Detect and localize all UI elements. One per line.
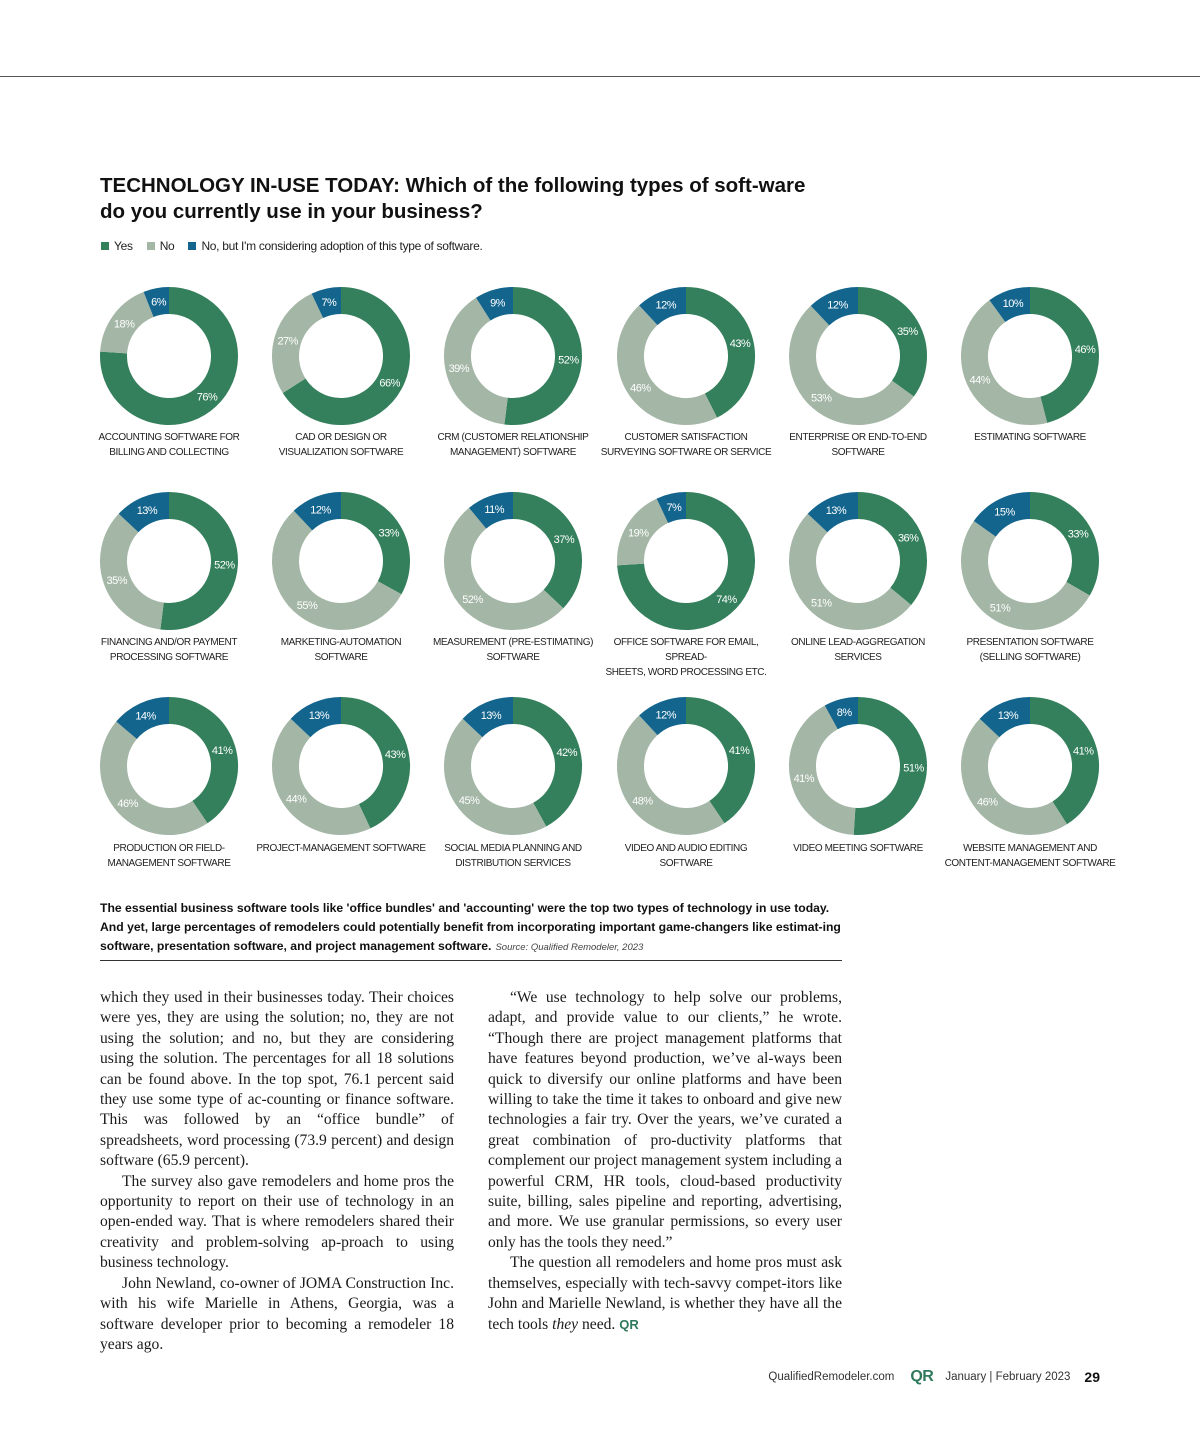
donut-value-label-yes: 74% xyxy=(716,593,737,606)
donut-slice-no xyxy=(975,529,1079,617)
donut-slice-yes xyxy=(341,711,397,817)
figure-caption xyxy=(100,899,842,957)
donut-slice-no xyxy=(974,728,1059,821)
donut-category-label: CUSTOMER SATISFACTION SURVEYING SOFTWARE OR SERVICE xyxy=(600,432,772,458)
donut-value-label-yes: 36% xyxy=(897,532,919,545)
donut-value-label-no: 35% xyxy=(106,574,128,587)
donut-slice-no xyxy=(113,523,162,616)
donut-value-label-no: 46% xyxy=(630,382,651,395)
donut-value-label-considering: 13% xyxy=(308,710,330,723)
donut-category-label: VIDEO AND AUDIO EDITING SOFTWARE xyxy=(624,843,748,869)
donut-slice-no xyxy=(630,725,716,821)
donut-value-label-no: 44% xyxy=(285,793,307,806)
donut-value-label-yes: 66% xyxy=(379,377,400,390)
donut-chart xyxy=(449,298,580,412)
donut-value-label-no: 52% xyxy=(462,593,483,606)
legend-swatch-considering xyxy=(188,242,196,250)
legend-item-yes xyxy=(101,239,133,253)
donut-value-label-yes: 46% xyxy=(1074,344,1096,357)
body-column-left xyxy=(100,988,454,1355)
donut-slice-yes xyxy=(162,506,224,617)
donut-slice-considering xyxy=(662,506,686,511)
donut-value-label-yes: 41% xyxy=(1073,745,1094,758)
donut-value-label-no: 41% xyxy=(793,773,815,786)
donut-value-label-considering: 12% xyxy=(655,709,677,722)
donut-value-label-yes: 41% xyxy=(211,744,233,757)
donut-chart xyxy=(285,504,399,616)
donut-slice-considering xyxy=(301,711,341,729)
donut-slice-considering xyxy=(648,301,686,316)
donut-chart xyxy=(794,707,925,821)
donut-value-label-considering: 15% xyxy=(994,506,1015,519)
donut-slice-yes xyxy=(513,506,569,599)
donut-value-label-no: 55% xyxy=(296,599,318,612)
donut-value-label-considering: 13% xyxy=(480,710,502,723)
donut-value-label-yes: 33% xyxy=(378,527,400,540)
legend-label-yes: Yes xyxy=(114,239,133,253)
donut-slice-no xyxy=(114,304,149,352)
donut-slice-considering xyxy=(990,711,1030,729)
donut-value-label-yes: 52% xyxy=(214,559,235,572)
donut-category-label: CAD OR DESIGN OR VISUALIZATION SOFTWARE xyxy=(278,432,404,458)
donut-value-label-no: 19% xyxy=(627,527,649,540)
caption-text: The essential business software tools like 'office bundles' and 'accounting' were the top two types of technology in use today. And yet, large percentages of remodelers could potentially benefit from incorporating important game-changers like estimat-ing software, presentation software, and project management software. xyxy=(100,901,841,953)
donut-slice-no xyxy=(113,730,199,821)
footer-issue: January | February 2023 xyxy=(945,1371,1071,1383)
body-paragraph: John Newland, co-owner of JOMA Construction Inc. with his wife Marielle in Athens, Georgia, was a software developer prior to becoming a remodeler 18 years ago. xyxy=(100,1274,454,1353)
donut-slice-no xyxy=(803,523,901,616)
donut-value-label-yes: 35% xyxy=(897,325,918,338)
donut-slice-yes xyxy=(169,711,225,813)
donut-category-label: CRM (CUSTOMER RELATIONSHIP MANAGEMENT) SOFTWARE xyxy=(437,432,589,458)
donut-value-label-no: 27% xyxy=(277,335,298,348)
caption-rule xyxy=(100,960,842,961)
donut-category-label: ENTERPRISE OR END-TO-END SOFTWARE xyxy=(789,432,927,458)
donut-value-label-considering: 13% xyxy=(136,505,158,518)
donut-slice-considering xyxy=(149,301,169,305)
body-column-right xyxy=(488,988,842,1335)
donut-slice-yes xyxy=(858,301,914,389)
closing-text: The question all remodelers and home pros must ask themselves, especially with tech-savvy compet-itors like John and Marielle Newland, is whether they have all the tech tools xyxy=(488,1254,842,1333)
donut-value-label-considering: 12% xyxy=(310,504,331,517)
end-mark-logo: QR xyxy=(619,1316,639,1332)
donut-category-label: ONLINE LEAD-AGGREGATION SERVICES xyxy=(791,637,925,663)
donut-chart xyxy=(458,710,578,821)
donut-value-label-considering: 12% xyxy=(655,299,677,312)
body-paragraph: “We use technology to help solve our problems, adapt, and provide value to our clients,” he wrote. “Though there are project management platforms that have features beyond production, we’ve al-ways been quick to diversify our online platforms and have been willing to take the time it takes to onboard and give new technologies a fair try. Over the years, we’ve curated a great combination of pro-ductivity platforms that complement our project management system including a powerful CRM, HR tools, cloud-based productivity suite, billing, sales pipeline and reporting, advertising, and more. We use granular permissions, so every user only has the tools they need.” xyxy=(488,989,842,1251)
donut-category-label: ACCOUNTING SOFTWARE FOR BILLING AND COLLECTING xyxy=(98,432,240,458)
donut-chart xyxy=(286,710,407,821)
donut-value-label-considering: 6% xyxy=(151,296,167,309)
donut-value-label-yes: 42% xyxy=(556,747,578,760)
donut-value-label-no: 46% xyxy=(117,798,138,811)
donut-value-label-yes: 33% xyxy=(1067,528,1089,541)
legend-label-no: No xyxy=(159,239,175,253)
donut-chart xyxy=(970,298,1097,411)
donut-value-label-considering: 14% xyxy=(135,710,156,723)
donut-slice-considering xyxy=(820,301,858,316)
donut-chart xyxy=(975,506,1090,617)
donut-value-label-considering: 12% xyxy=(827,299,848,312)
donut-chart xyxy=(458,504,575,617)
donut-category-label: MEASUREMENT (PRE-ESTIMATING) SOFTWARE xyxy=(432,637,594,663)
donut-category-label: PRODUCTION OR FIELD- MANAGEMENT SOFTWARE xyxy=(107,843,231,869)
donut-chart xyxy=(107,505,236,616)
page-footer xyxy=(0,1368,1100,1386)
donut-chart xyxy=(630,299,751,411)
donut-category-label: VIDEO MEETING SOFTWARE xyxy=(793,843,923,854)
donut-slice-yes xyxy=(513,711,568,815)
closing-emphasis: they xyxy=(552,1315,579,1333)
donut-value-label-considering: 9% xyxy=(490,297,505,310)
donut-category-label: PRESENTATION SOFTWARE (SELLING SOFTWARE) xyxy=(966,637,1094,663)
donut-value-label-considering: 13% xyxy=(997,710,1019,723)
donut-slice-yes xyxy=(114,301,225,412)
donut-value-label-yes: 52% xyxy=(558,354,579,367)
donut-slice-no xyxy=(285,521,389,617)
donut-value-label-no: 44% xyxy=(969,374,991,387)
legend-item-no xyxy=(147,239,175,253)
donut-slice-no xyxy=(458,518,554,616)
donut-slice-considering xyxy=(831,711,858,718)
donut-slice-considering xyxy=(473,711,513,729)
donut-slice-yes xyxy=(1030,506,1086,589)
donut-slice-considering xyxy=(648,711,686,726)
legend xyxy=(101,237,497,255)
donut-value-label-considering: 7% xyxy=(321,296,337,309)
donut-value-label-no: 48% xyxy=(632,795,653,808)
donut-category-label: OFFICE SOFTWARE FOR EMAIL, SPREAD- SHEETS, WORD PROCESSING ETC. xyxy=(605,637,767,678)
donut-chart xyxy=(630,709,750,821)
donut-category-label: ESTIMATING SOFTWARE xyxy=(974,432,1086,443)
donut-slice-yes xyxy=(631,506,742,617)
donut-chart xyxy=(113,711,233,822)
chart-title: TECHNOLOGY IN-USE TODAY: Which of the following types of soft-ware do you currently use in your business? xyxy=(100,174,806,223)
donut-slice-yes xyxy=(1030,711,1086,813)
donut-slice-yes xyxy=(1030,301,1086,410)
footer-logo: QR xyxy=(910,1368,934,1385)
donut-chart xyxy=(277,297,400,412)
donut-value-label-considering: 7% xyxy=(666,501,682,514)
donut-slice-yes xyxy=(858,506,914,597)
legend-swatch-no xyxy=(147,242,155,250)
donut-slice-considering xyxy=(127,711,169,731)
donut-slice-considering xyxy=(303,506,341,521)
donut-slice-considering xyxy=(985,506,1030,529)
donut-value-label-considering: 8% xyxy=(836,707,852,720)
donut-slice-yes xyxy=(341,506,396,588)
donut-slice-no xyxy=(631,511,663,565)
donut-slice-considering xyxy=(317,301,341,306)
footer-site: QualifiedRemodeler.com xyxy=(768,1371,895,1383)
donut-chart xyxy=(803,505,920,616)
donut-chart xyxy=(114,296,225,411)
donut-slice-no xyxy=(286,306,318,386)
donut-value-label-considering: 13% xyxy=(825,505,847,518)
donut-slice-considering xyxy=(997,301,1030,312)
donut-value-label-yes: 37% xyxy=(553,533,575,546)
donut-value-label-no: 51% xyxy=(989,602,1011,615)
donut-slice-considering xyxy=(129,506,169,524)
body-closing-paragraph xyxy=(488,1253,842,1335)
donut-value-label-no: 51% xyxy=(811,597,832,610)
donut-category-label: FINANCING AND/OR PAYMENT PROCESSING SOFTWARE xyxy=(100,637,238,663)
donut-category-label: PROJECT-MANAGEMENT SOFTWARE xyxy=(256,843,426,854)
donut-chart xyxy=(974,710,1094,821)
donut-value-label-yes: 43% xyxy=(729,338,751,351)
donut-value-label-no: 18% xyxy=(113,318,135,331)
donut-slice-no xyxy=(803,717,855,821)
donut-value-label-no: 53% xyxy=(811,392,832,405)
donut-category-label: SOCIAL MEDIA PLANNING AND DISTRIBUTION SERVICES xyxy=(444,843,582,869)
body-paragraph: which they used in their businesses today. Their choices were yes, they are using the solution; no, they are not using the solution; and no, but they are considering using the solution. The percentages for all 18 solutions can be found above. In the top spot, 76.1 percent said they use some type of ac-counting or finance software. This was followed by an “office bundle” of spreadsheets, word processing (73.9 percent) and design software (65.9 percent). xyxy=(100,989,454,1170)
donut-value-label-considering: 11% xyxy=(484,503,505,516)
donut-slice-considering xyxy=(818,506,858,524)
donut-slice-no xyxy=(802,316,902,412)
top-rule xyxy=(0,76,1200,77)
donut-slice-considering xyxy=(483,301,513,310)
donut-slice-yes xyxy=(686,301,741,406)
legend-label-considering: No, but I'm considering adoption of this type of software. xyxy=(201,239,483,253)
donut-slice-no xyxy=(631,315,711,411)
donut-slice-no xyxy=(457,309,506,411)
donut-chart xyxy=(802,299,918,411)
legend-item-considering xyxy=(188,239,482,253)
donut-slice-considering xyxy=(478,503,513,519)
legend-swatch-yes xyxy=(101,242,109,250)
donut-value-label-no: 46% xyxy=(976,796,998,809)
page-number: 29 xyxy=(1084,1369,1100,1385)
donut-slice-yes xyxy=(506,301,568,412)
body-paragraph: The survey also gave remodelers and home pros the opportunity to report on their use of technology in an open-ended way. That is where remodelers shared their creativity and problem-solving ap-proach to using business technology. xyxy=(100,1172,454,1272)
donut-slice-no xyxy=(458,728,540,821)
donut-category-label: WEBSITE MANAGEMENT AND CONTENT-MANAGEMENT SOFTWARE xyxy=(944,843,1116,869)
donut-slice-no xyxy=(974,311,1043,411)
donut-slice-yes xyxy=(686,711,742,813)
caption-source: Source: Qualified Remodeler, 2023 xyxy=(495,942,644,953)
donut-chart xyxy=(628,502,742,617)
donut-value-label-yes: 51% xyxy=(903,762,924,775)
donut-value-label-no: 39% xyxy=(448,363,470,376)
donut-value-label-no: 45% xyxy=(458,795,480,808)
closing-text-end: need. xyxy=(578,1315,616,1333)
donut-slice-yes xyxy=(294,301,396,412)
donut-value-label-yes: 76% xyxy=(196,391,218,404)
donut-value-label-yes: 43% xyxy=(384,748,406,761)
donut-slice-yes xyxy=(855,711,914,822)
donut-category-label: MARKETING-AUTOMATION SOFTWARE xyxy=(280,637,402,663)
donut-value-label-yes: 41% xyxy=(728,744,750,757)
donut-slice-no xyxy=(286,728,365,821)
donut-value-label-considering: 10% xyxy=(1002,298,1024,311)
